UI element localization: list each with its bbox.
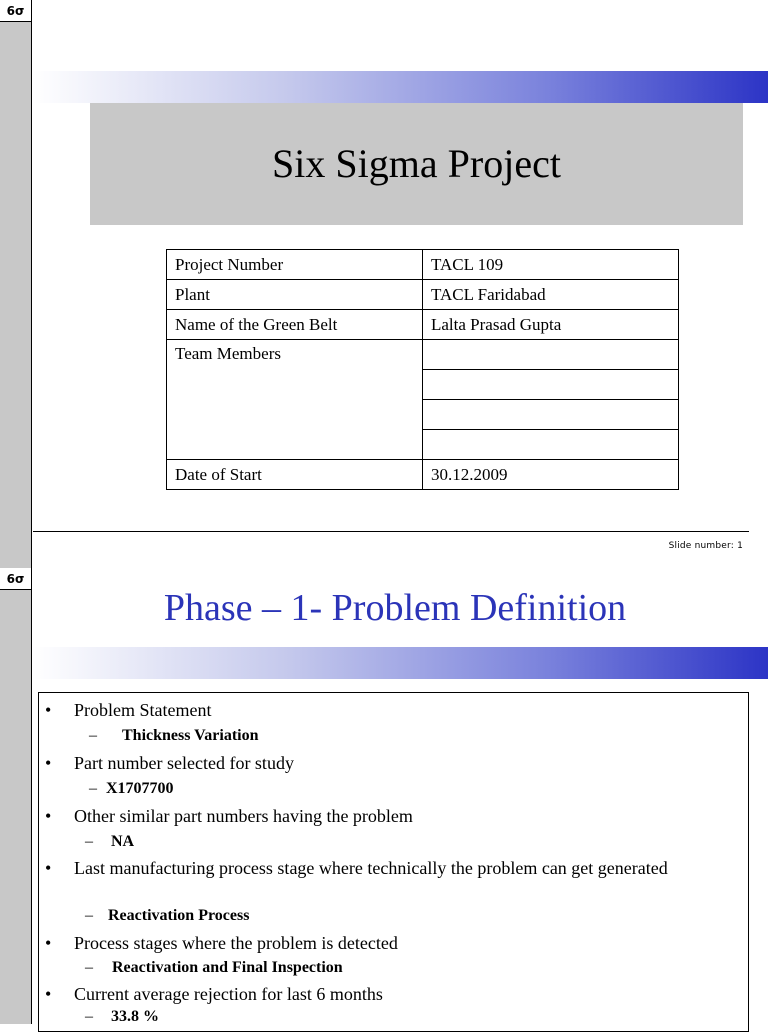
six-sigma-badge: 6σ (0, 568, 32, 590)
sub-item-text: Reactivation Process (108, 907, 250, 924)
bullet-icon: • (45, 700, 52, 720)
dash-icon: – (85, 959, 93, 976)
slide-2 (0, 568, 768, 1024)
plant-label: Plant (167, 280, 423, 310)
footer-divider (33, 531, 749, 532)
date-of-start-value: 30.12.2009 (423, 460, 679, 490)
team-member-cell (423, 340, 679, 370)
phase-title: Phase – 1- Problem Definition (163, 587, 627, 629)
sub-item-text: Reactivation and Final Inspection (112, 959, 343, 976)
dash-icon: – (85, 907, 93, 924)
header-gradient-bar (33, 647, 768, 679)
six-sigma-badge: 6σ (0, 0, 32, 22)
table-row (167, 310, 679, 340)
bullet-icon: • (45, 984, 52, 1004)
item-text: Part number selected for study (74, 753, 294, 773)
table-row (167, 280, 679, 310)
team-member-cell (423, 370, 679, 400)
project-info-table (166, 249, 679, 490)
bullet-icon: • (45, 806, 52, 826)
bullet-icon: • (45, 858, 52, 878)
dash-icon: – (85, 1008, 93, 1025)
item-text: Last manufacturing process stage where technically the problem can get generated (74, 858, 668, 878)
item-text: Problem Statement (74, 700, 212, 720)
date-of-start-label: Date of Start (167, 460, 423, 490)
project-number-label: Project Number (167, 250, 423, 280)
table-row (167, 460, 679, 490)
bullet-icon: • (45, 753, 52, 773)
green-belt-value: Lalta Prasad Gupta (423, 310, 679, 340)
bullet-icon: • (45, 933, 52, 953)
table-row (167, 250, 679, 280)
dash-icon: – (89, 780, 97, 797)
item-text: Current average rejection for last 6 months (74, 984, 383, 1004)
dash-icon: – (85, 833, 93, 850)
slide-number: Slide number: 1 (668, 541, 743, 551)
dash-icon: – (89, 727, 97, 744)
green-belt-label: Name of the Green Belt (167, 310, 423, 340)
sub-item-text: 33.8 % (111, 1008, 159, 1025)
content-box (38, 692, 749, 1032)
side-strip (0, 568, 32, 1024)
item-text: Process stages where the problem is detected (74, 933, 398, 953)
team-members-label: Team Members (167, 340, 423, 460)
team-member-cell (423, 400, 679, 430)
table-row (167, 340, 679, 370)
team-member-cell (423, 430, 679, 460)
header-gradient-bar (33, 71, 768, 103)
item-text: Other similar part numbers having the problem (74, 806, 413, 826)
sub-item-text: NA (111, 833, 135, 850)
slide-title: Six Sigma Project (272, 141, 561, 186)
plant-value: TACL Faridabad (423, 280, 679, 310)
project-number-value: TACL 109 (423, 250, 679, 280)
side-strip (0, 0, 32, 568)
sub-item-text: X1707700 (106, 780, 174, 797)
sub-item-text: Thickness Variation (122, 727, 259, 744)
